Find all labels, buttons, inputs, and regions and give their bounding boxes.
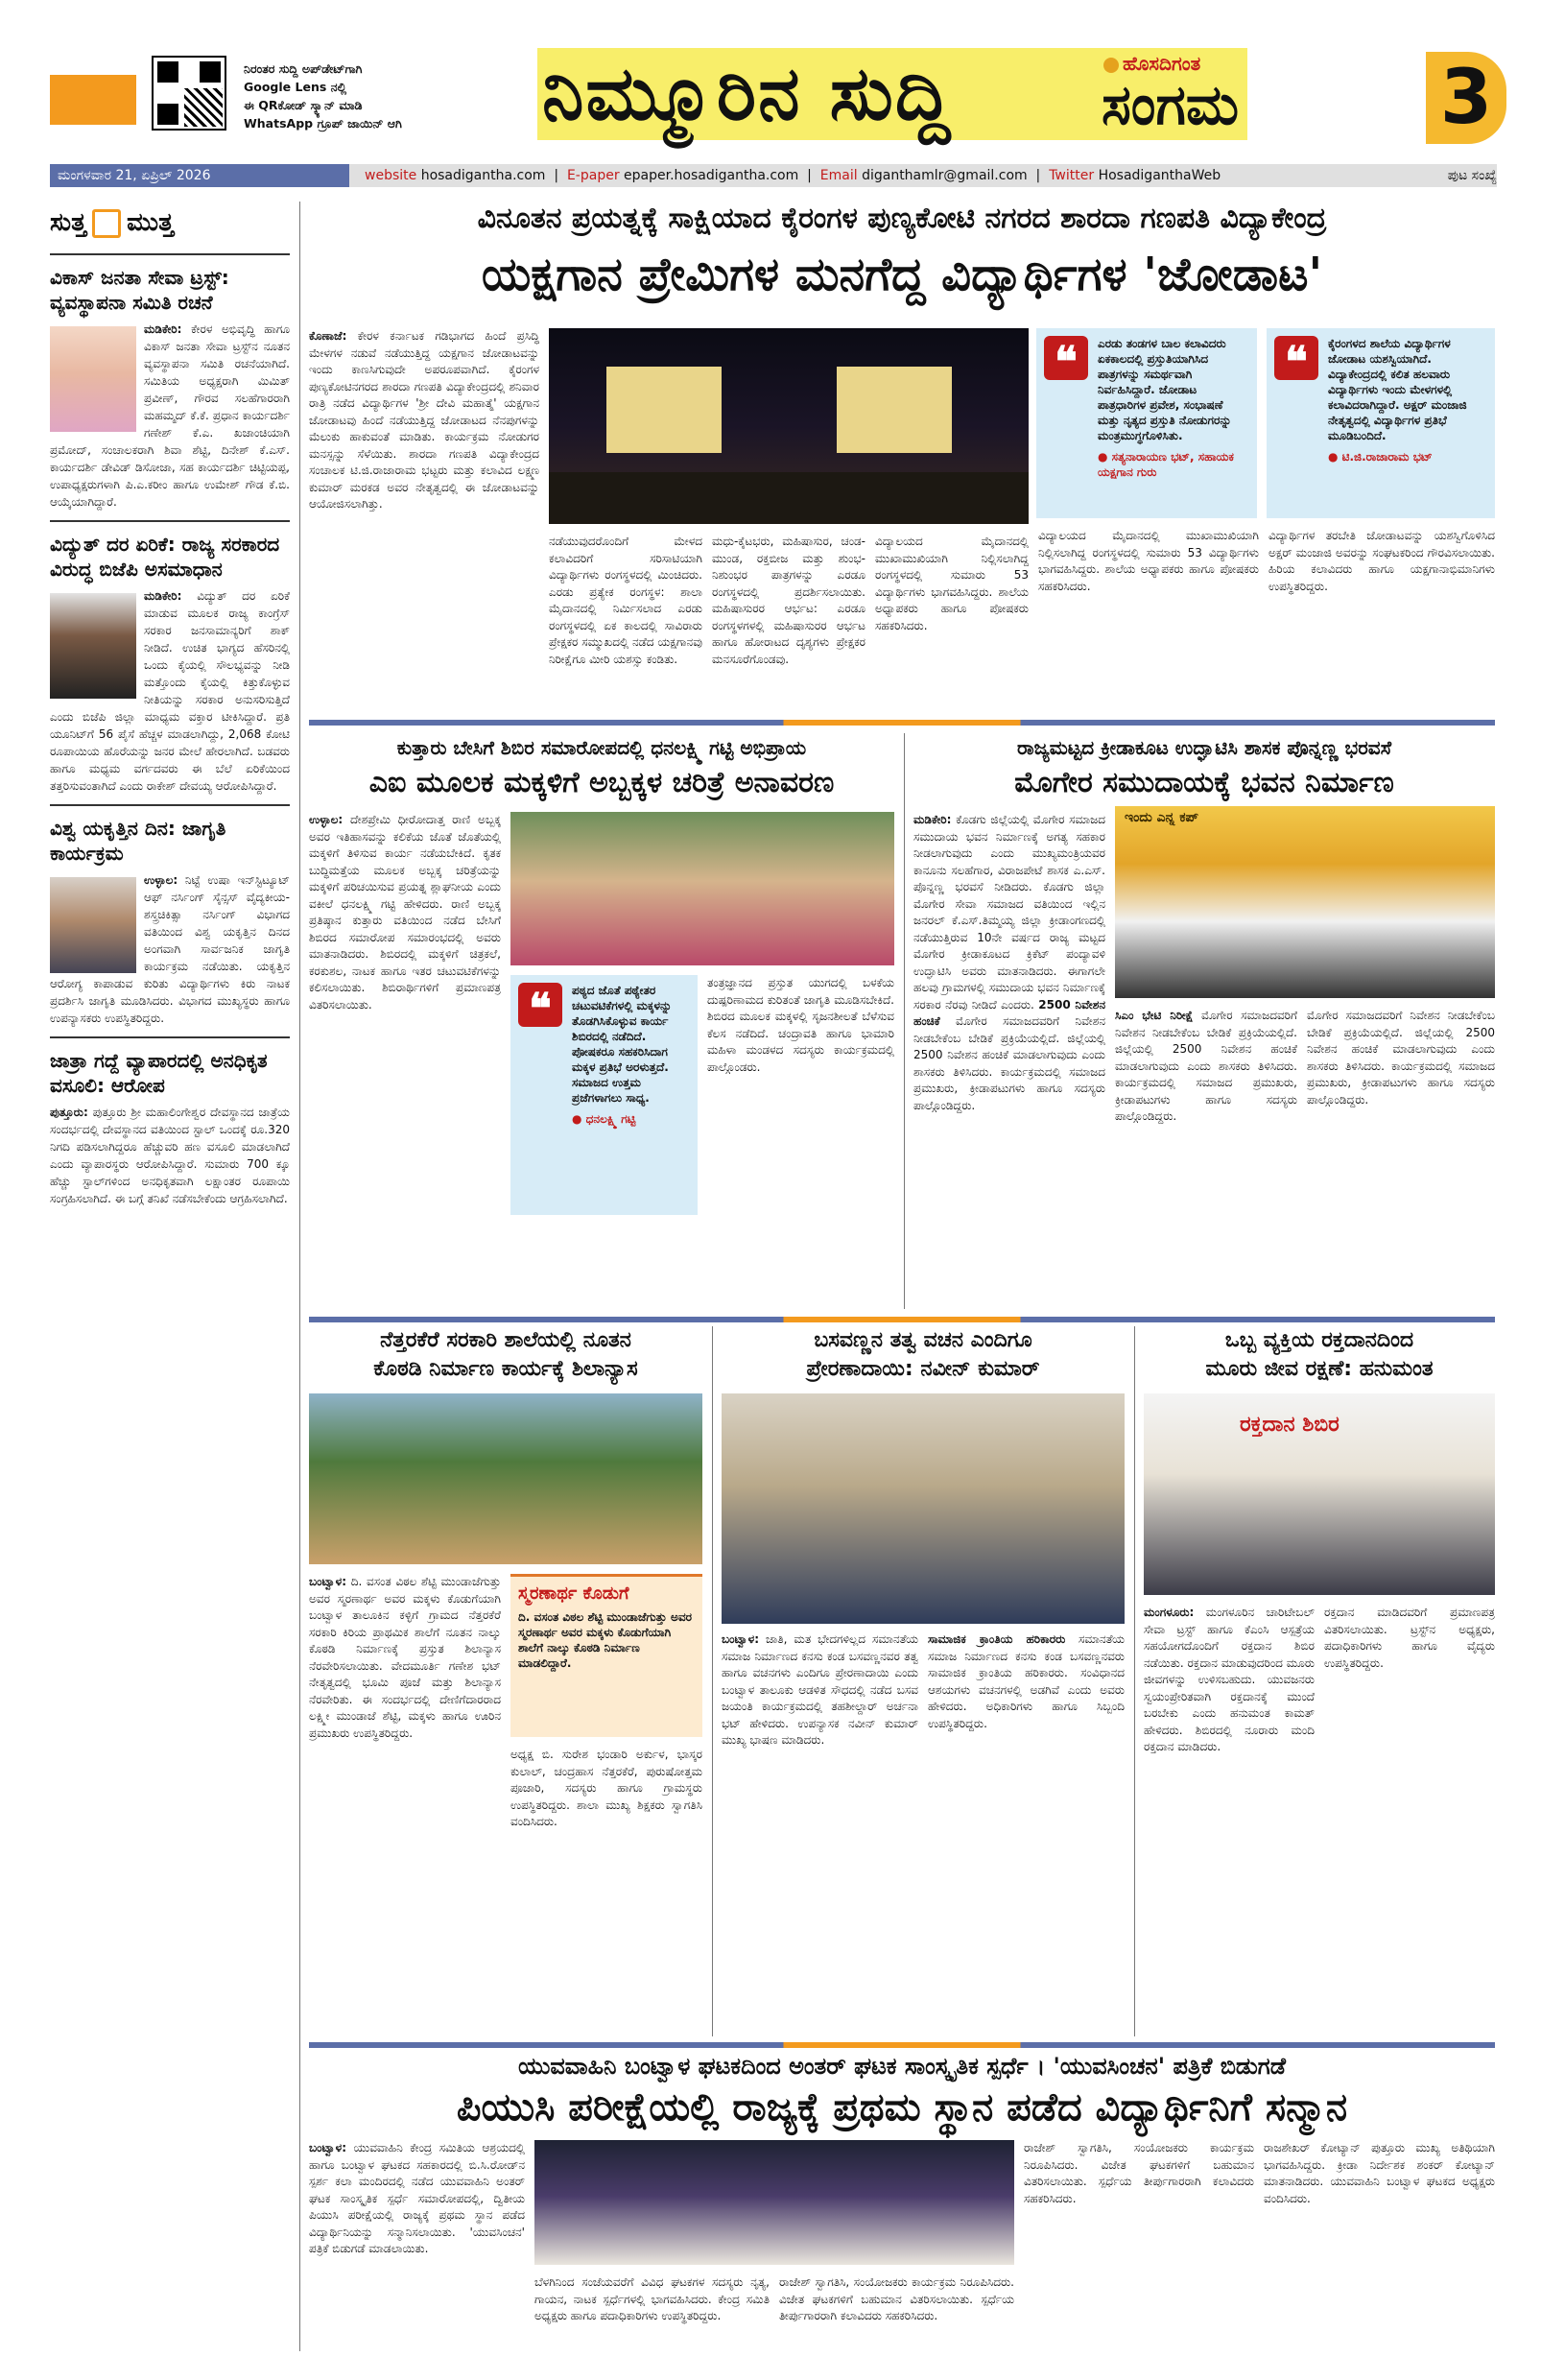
blood-donation-photo [1144, 1393, 1495, 1595]
story7-body: ಬಂಟ್ವಾಳ: ಯುವವಾಹಿನಿ ಕೇಂದ್ರ ಸಮಿತಿಯ ಆಶ್ರಯದಲ್ಲಿ ಹಾಗೂ ಬಂಟ್ವಾಳ ಘಟಕದ ಸಹಕಾರದಲ್ಲಿ ಬಿ.ಸಿ.ರೋಡ್‌ನ ಸ್ಪರ್ಶ ಕಲಾ ಮಂದಿರದಲ್ಲಿ ನಡೆದ ಯುವವಾಹಿನಿ ಅಂತರ್ ಘಟಕ ಸಾಂಸ್ಕೃತಿಕ ಸ್ಪರ್ಧೆ ಸಮಾರೋಪದಲ್ಲಿ, ದ್ವಿತೀಯ ಪಿಯುಸಿ ಪರೀಕ್ಷೆಯಲ್ಲಿ ರಾಜ್ಯಕ್ಕೆ ಪ್ರಥಮ ಸ್ಥಾನ ಪಡೆದ ವಿದ್ಯಾರ್ಥಿನಿಯನ್ನು ಸನ್ಮಾನಿಸಲಾಯಿತು. 'ಯುವಸಿಂಚನ' ಪತ್ರಿಕೆ ಬಿಡುಗಡೆ ಮಾಡಲಾಯಿತು. [309, 2141, 525, 2255]
stage-left [606, 367, 722, 453]
epaper-link[interactable]: epaper.hosadigantha.com [624, 168, 799, 183]
story4-body2: ಅಧ್ಯಕ್ಷ ಬಿ. ಸುರೇಶ ಭಂಡಾರಿ ಅರ್ಕುಳ, ಭಾಸ್ಕರ ಕುಲಾಲ್, ಚಂದ್ರಹಾಸ ನೆತ್ತರಕೆರೆ, ಪುರುಷೋತ್ತಮ ಪೂಜಾರಿ, ಸದಸ್ಯರು ಹಾಗೂ ಗ್ರಾಮಸ್ಥರು ಉಪಸ್ಥಿತರಿದ್ದರು. ಶಾಲಾ ಮುಖ್ಯ ಶಿಕ್ಷಕರು ಸ್ವಾಗತಿಸಿ ವಂದಿಸಿದರು. [510, 1748, 702, 1828]
yakshagana-stage-photo [549, 328, 1029, 524]
quote-icon: ❝ [1044, 336, 1088, 380]
quote-box-2: ❝ ಕೈರಂಗಳದ ಶಾಲೆಯ ವಿದ್ಯಾರ್ಥಿಗಳ ಜೋಡಾಟ ಯಶಸ್ವಿಯಾಗಿದೆ. ವಿದ್ಯಾಕೇಂದ್ರದಲ್ಲಿ ಕಲಿತ ಹಲವಾರು ವಿದ್ಯಾರ್ಥಿಗಳು ಇಂದು ಮೇಳಗಳಲ್ಲಿ ಕಲಾವಿದರಾಗಿದ್ದಾರೆ. ಅಕ್ಷರ್ ಮಂಜಾಜಿ ನೇತೃತ್ವದಲ್ಲಿ ವಿದ್ಯಾರ್ಥಿಗಳ ಪ್ರತಿಭೆ ಮೂಡಿಬಂದಿದೆ. ● ಟಿ.ಜಿ.ರಾಜಾರಾಮ ಭಟ್ [1267, 328, 1495, 518]
main-story-col3: ಮಧು-ಕೈಟಭರು, ಮಹಿಷಾಸುರ, ಚಂಡ-ಮುಂಡ, ರಕ್ತಬೀಜ ಮತ್ತು ಶುಂಭ-ನಿಶುಂಭರ ಪಾತ್ರಗಳನ್ನು ಎರಡೂ ರಂಗಸ್ಥಳದಲ್ಲಿ ಪ್ರದರ್ಶಿಸಲಾಯಿತು. ಮಹಿಷಾಸುರರ ಆರ್ಭಟ: ಎರಡೂ ರಂಗಸ್ಥಳಗಳಲ್ಲಿ ಮಹಿಷಾಸುರರ ಆರ್ಭಟ ಹಾಗೂ ಹೋರಾಟದ ದೃಶ್ಯಗಳು ಪ್ರೇಕ್ಷಕರ ಮನಸೂರೆಗೊಂಡವು. [712, 535, 865, 666]
paper-name: ನಿಮ್ಮೂರಿನ ಸುದ್ದಿ [542, 51, 953, 137]
email-link[interactable]: diganthamlr@gmail.com [862, 168, 1028, 183]
felicitation-photo [534, 2140, 1014, 2265]
story5-body2: ಸಾಮಾಜಿಕ ಕ್ರಾಂತಿಯ ಹರಿಕಾರರು ಸಮಾನತೆಯ ಸಮಾಜ ನಿರ್ಮಾಣದ ಕನಸು ಕಂಡ ಬಸವಣ್ಣನವರು ಸಾಮಾಜಿಕ ಕ್ರಾಂತಿಯ ಹರಿಕಾರರು. ಸಂವಿಧಾನದ ಆಶಯಗಳು ವಚನಗಳಲ್ಲಿ ಅಡಗಿವೆ ಎಂದು ಅವರು ಹೇಳಿದರು. ಅಧಿಕಾರಿಗಳು ಹಾಗೂ ಸಿಬ್ಬಂದಿ ಉಪಸ್ಥಿತರಿದ್ದರು. [928, 1632, 1125, 1730]
section-sutta-mutta: ಸುತ್ತ ಮುತ್ತ [50, 208, 175, 237]
main-story-col2: ನಡೆಯುವುದರೊಂದಿಗೆ ಮೇಳದ ಕಲಾವಿದರಿಗೆ ಸರಿಸಾಟಿಯಾಗಿ ವಿದ್ಯಾರ್ಥಿಗಳು ರಂಗಸ್ಥಳದಲ್ಲಿ ಮಿಂಚಿದರು. ಎರಡು ಪ್ರತ್ಯೇಕ ರಂಗಸ್ಥಳ: ಶಾಲಾ ಮೈದಾನದಲ್ಲಿ ನಿರ್ಮಿಸಲಾದ ಎರಡು ರಂಗಸ್ಥಳದಲ್ಲಿ ಏಕ ಕಾಲದಲ್ಲಿ ಸಾವಿರಾರು ಪ್ರೇಕ್ಷಕರ ಸಮ್ಮುಖದಲ್ಲಿ ನಡೆದ ಯಕ್ಷಗಾನವು ನಿರೀಕ್ಷೆಗೂ ಮೀರಿ ಯಶಸ್ಸು ಕಂಡಿತು. [549, 535, 702, 666]
left-story-4 [50, 1048, 290, 1207]
left-story-title: ವಿಕಾಸ್ ಜನತಾ ಸೇವಾ ಟ್ರಸ್ಟ್: ವ್ಯವಸ್ಥಾಪನಾ ಸಮಿತಿ ರಚನೆ [50, 266, 229, 314]
quote-icon: ❝ [518, 983, 562, 1027]
story7-headline: ಪಿಯುಸಿ ಪರೀಕ್ಷೆಯಲ್ಲಿ ರಾಜ್ಯಕ್ಕೆ ಪ್ರಥಮ ಸ್ಥಾನ ಪಡೆದ ವಿದ್ಯಾರ್ಥಿನಿಗೆ ಸನ್ಮಾನ [456, 2085, 1348, 2130]
brand-logo: ಹೊಸದಿಗಂತ [1103, 52, 1200, 75]
camp-closing-photo [510, 812, 894, 965]
left-story-body: ಪುತ್ತೂರು: ಪುತ್ತೂರು ಶ್ರೀ ಮಹಾಲಿಂಗೇಶ್ವರ ದೇವಸ್ಥಾನದ ಜಾತ್ರೆಯ ಸಂದರ್ಭದಲ್ಲಿ ದೇವಸ್ಥಾನದ ವತಿಯಿಂದ ಸ್ಟಾಲ್ ಒಂದಕ್ಕೆ ರೂ.320 ನಿಗದಿ ಪಡಿಸಲಾಗಿದ್ದರೂ ಹೆಚ್ಚುವರಿ ಹಣ ವಸೂಲಿ ಮಾಡಲಾಗಿದೆ ಎಂದು ವ್ಯಾಪಾರಸ್ಥರು ಆರೋಪಿಸಿದ್ದಾರೆ. ಸುಮಾರು 700 ಕ್ಕೂ ಹೆಚ್ಚು ಸ್ಟಾಲ್‌ಗಳಿಂದ ಅನಧಿಕೃತವಾಗಿ ಲಕ್ಷಾಂತರ ರೂಪಾಯಿ ಸಂಗ್ರಹಿಸಲಾಗಿದೆ. ಈ ಬಗ್ಗೆ ತನಿಖೆ ನಡೆಸಬೇಕೆಂದು ಆಗ್ರಹಿಸಲಾಗಿದೆ. [50, 1106, 290, 1205]
story6-body2: ರಕ್ತದಾನ ಮಾಡಿದವರಿಗೆ ಪ್ರಮಾಣಪತ್ರ ವಿತರಿಸಲಾಯಿತು. ಟ್ರಸ್ಟ್‌ನ ಅಧ್ಯಕ್ಷರು, ಪದಾಧಿಕಾರಿಗಳು ಹಾಗೂ ವೈದ್ಯರು ಉಪಸ್ಥಿತರಿದ್ದರು. [1324, 1606, 1495, 1670]
main-story-col5: ವಿದ್ಯಾರ್ಥಿಗಳ ತರಬೇತಿ ಜೋಡಾಟವನ್ನು ಯಶಸ್ವಿಗೊಳಿಸಿದ ಅಕ್ಷರ್ ಮಂಜಾಜಿ ಅವರನ್ನು ಸಂಘಟಕರಿಂದ ಗೌರವಿಸಲಾಯಿತು. ಹಿರಿಯ ಕಲಾವಿದರು ಹಾಗೂ ಯಕ್ಷಗಾನಾಭಿಮಾನಿಗಳು ಉಪಸ್ಥಿತರಿದ್ದರು. [1268, 529, 1495, 593]
story4-body: ಬಂಟ್ವಾಳ: ದಿ. ವಸಂತ ವಿಠಲ ಶೆಟ್ಟಿ ಮುಂಡಾಜೆಗುತ್ತು ಅವರ ಸ್ಮರಣಾರ್ಥ ಅವರ ಮಕ್ಕಳು ಕೊಡುಗೆಯಾಗಿ ಬಂಟ್ವಾಳ ತಾಲೂಕಿನ ಕಳ್ಳಿಗೆ ಗ್ರಾಮದ ನೆತ್ತರಕೆರೆ ಸರಕಾರಿ ಕಿರಿಯ ಪ್ರಾಥಮಿಕ ಶಾಲೆಗೆ ನೂತನ ನಾಲ್ಕು ಕೊಠಡಿ ನಿರ್ಮಾಣಕ್ಕೆ ಪ್ರಸ್ತುತ ಶಿಲಾನ್ಯಾಸ ನೆರವೇರಿಸಲಾಯಿತು. ವೇದಮೂರ್ತಿ ಗಣೇಶ ಭಟ್ ನೇತೃತ್ವದಲ್ಲಿ ಭೂಮಿ ಪೂಜೆ ಮತ್ತು ಶಿಲಾನ್ಯಾಸ ನೆರವೇರಿತು. ಈ ಸಂದರ್ಭದಲ್ಲಿ ದೇಣಿಗೆದಾರರಾದ ಲಕ್ಷ್ಮೀ ಮುಂಡಾಜೆ ಶೆಟ್ಟಿ, ಮಕ್ಕಳು ಹಾಗೂ ಊರಿನ ಪ್ರಮುಖರು ಉಪಸ್ಥಿತರಿದ್ದರು. [309, 1575, 501, 1740]
left-story-body: ಮಡಿಕೇರಿ: ವಿದ್ಯುತ್ ದರ ಏರಿಕೆ ಮಾಡುವ ಮೂಲಕ ರಾಜ್ಯ ಕಾಂಗ್ರೆಸ್ ಸರಕಾರ ಜನಸಾಮಾನ್ಯರಿಗೆ ಶಾಕ್ ನೀಡಿದೆ. ಉಚಿತ ಭಾಗ್ಯದ ಹೆಸರಿನಲ್ಲಿ ಒಂದು ಕೈಯಲ್ಲಿ ಸೌಲಭ್ಯವನ್ನು ನೀಡಿ ಮತ್ತೊಂದು ಕೈಯಲ್ಲಿ ಕಿತ್ತುಕೊಳ್ಳುವ ನೀತಿಯನ್ನು ಸರಕಾರ ಅನುಸರಿಸುತ್ತಿದೆ ಎಂದು ಬಿಜೆಪಿ ಜಿಲ್ಲಾ ಮಾಧ್ಯಮ ವಕ್ತಾರ ಟೀಕಿಸಿದ್ದಾರೆ. ಪ್ರತಿ ಯೂನಿಟ್‌ಗೆ 56 ಪೈಸೆ ಹೆಚ್ಚಳ ಮಾಡಲಾಗಿದ್ದು, 2,068 ಕೋಟಿ ರೂಪಾಯಿಯ ಹೊರೆಯನ್ನು ಜನರ ಮೇಲೆ ಹೇರಲಾಗಿದೆ. ಬಡವರು ಹಾಗೂ ಮಧ್ಯಮ ವರ್ಗದವರು ಈ ಬೆಲೆ ಏರಿಕೆಯಿಂದ ತತ್ತರಿಸುವಂತಾಗಿದೆ ಎಂದು ರಾಕೇಶ್ ದೇವಯ್ಯ ಆರೋಪಿಸಿದ್ದಾರೆ. [50, 589, 290, 793]
contact-bar: website hosadigantha.com | E-paper epaper.hosadigantha.com | Email diganthamlr@gmail.com | Twitter HosadiganthaWeb [365, 168, 1221, 183]
story7-body3: ರಾಜೇಶ್ ಸ್ವಾಗತಿಸಿ, ಸಂಯೋಜಕರು ಕಾರ್ಯಕ್ರಮ ನಿರೂಪಿಸಿದರು. ವಿಜೇತ ಘಟಕಗಳಿಗೆ ಬಹುಮಾನ ವಿತರಿಸಲಾಯಿತು. ಸ್ಪರ್ಧೆಯ ತೀರ್ಪುಗಾರರಾಗಿ ಕಲಾವಿದರು ಸಹಕರಿಸಿದರು. [1024, 2141, 1254, 2205]
quote-icon: ❝ [1274, 336, 1318, 380]
left-story-title: ವಿದ್ಯುತ್ ದರ ಏರಿಕೆ: ರಾಜ್ಯ ಸರಕಾರದ ವಿರುದ್ಧ ಬಿಜೆಪಿ ಅಸಮಾಧಾನ [50, 533, 280, 581]
story7-body2: ಬೆಳಗಿನಿಂದ ಸಂಜೆಯವರೆಗೆ ವಿವಿಧ ಘಟಕಗಳ ಸದಸ್ಯರು ನೃತ್ಯ, ಗಾಯನ, ನಾಟಕ ಸ್ಪರ್ಧೆಗಳಲ್ಲಿ ಭಾಗವಹಿಸಿದರು. ಕೇಂದ್ರ ಸಮಿತಿ ಅಧ್ಯಕ್ಷರು ಹಾಗೂ ಪದಾಧಿಕಾರಿಗಳು ಉಪಸ್ಥಿತರಿದ್ದರು. [534, 2275, 770, 2322]
story3-body2: ಸಿಎಂ ಭೇಟಿ ನಿರೀಕ್ಷೆ ಮೊಗೇರ ಸಮಾಜದವರಿಗೆ ನಿವೇಶನ ನೀಡಬೇಕೆಂಬ ಬೇಡಿಕೆ ಪ್ರಕ್ರಿಯೆಯಲ್ಲಿದೆ. ಜಿಲ್ಲೆಯಲ್ಲಿ 2500 ನಿವೇಶನ ಹಂಚಿಕೆ ಮಾಡಲಾಗುವುದು ಎಂದು ಶಾಸಕರು ತಿಳಿಸಿದರು. ಕಾರ್ಯಕ್ರಮದಲ್ಲಿ ಸಮಾಜದ ಪ್ರಮುಖರು, ಕ್ರೀಡಾಪಟುಗಳು ಹಾಗೂ ಸದಸ್ಯರು ಪಾಲ್ಗೊಂಡಿದ್ದರು. [1115, 1009, 1297, 1123]
story3-headline: ಮೊಗೇರ ಸಮುದಾಯಕ್ಕೆ ಭವನ ನಿರ್ಮಾಣ [1014, 766, 1394, 799]
story6-headline-line2: ಮೂರು ಜೀವ ರಕ್ಷಣೆ: ಹನುಮಂತ [1205, 1357, 1434, 1381]
divider [50, 253, 290, 255]
story5-headline-line2: ಪ್ರೇರಣಾದಾಯಿ: ನವೀನ್ ಕುಮಾರ್ [806, 1357, 1040, 1381]
story5-body: ಬಂಟ್ವಾಳ: ಜಾತಿ, ಮತ ಭೇದಗಳಿಲ್ಲದ ಸಮಾನತೆಯ ಸಮಾಜ ನಿರ್ಮಾಣದ ಕನಸು ಕಂಡ ಬಸವಣ್ಣನವರ ತತ್ವ ಹಾಗೂ ವಚನಗಳು ಎಂದಿಗೂ ಪ್ರೇರಣಾದಾಯಿ ಎಂದು ಬಂಟ್ವಾಳ ತಾಲೂಕು ಆಡಳಿತ ಸೌಧದಲ್ಲಿ ನಡೆದ ಬಸವ ಜಯಂತಿ ಕಾರ್ಯಕ್ರಮದಲ್ಲಿ ತಹಶೀಲ್ದಾರ್ ಅರ್ಚನಾ ಭಟ್ ಹೇಳಿದರು. ಉಪನ್ಯಾಸಕ ನವೀನ್ ಕುಮಾರ್ ಮುಖ್ಯ ಭಾಷಣ ಮಾಡಿದರು. [722, 1632, 918, 1747]
quote-box-1: ❝ ಎರಡು ತಂಡಗಳ ಬಾಲ ಕಲಾವಿದರು ಏಕಕಾಲದಲ್ಲಿ ಪ್ರಸ್ತುತಿಯಾಗಿಸಿದ ಪಾತ್ರಗಳನ್ನು ಸಮರ್ಥವಾಗಿ ನಿರ್ವಹಿಸಿದ್ದಾರೆ. ಜೋಡಾಟ ಪಾತ್ರಧಾರಿಗಳ ಪ್ರವೇಶ, ಸಂಭಾಷಣೆ ಮತ್ತು ನೃತ್ಯದ ಪ್ರಸ್ತುತಿ ನೋಡುಗರನ್ನು ಮಂತ್ರಮುಗ್ಧಗೊಳಿಸಿತು. ● ಸತ್ಯನಾರಾಯಣ ಭಟ್, ಸಹಾಯಕ ಯಕ್ಷಗಾನ ಗುರು [1036, 328, 1257, 518]
issue-date: ಮಂಗಳವಾರ 21, ಏಪ್ರಿಲ್ 2026 [50, 164, 349, 187]
person-photo [50, 593, 136, 699]
left-story-2 [50, 532, 290, 795]
column-rule [712, 1326, 713, 2036]
story7-body2b: ರಾಜೇಶ್ ಸ್ವಾಗತಿಸಿ, ಸಂಯೋಜಕರು ಕಾರ್ಯಕ್ರಮ ನಿರೂಪಿಸಿದರು. ವಿಜೇತ ಘಟಕಗಳಿಗೆ ಬಹುಮಾನ ವಿತರಿಸಲಾಯಿತು. ಸ್ಪರ್ಧೆಯ ತೀರ್ಪುಗಾರರಾಗಿ ಕಲಾವಿದರು ಸಹಕರಿಸಿದರು. [779, 2275, 1014, 2322]
divider [50, 804, 290, 806]
story4-headline-line1: ನೆತ್ತರಕೆರೆ ಸರಕಾರಿ ಶಾಲೆಯಲ್ಲಿ ನೂತನ [380, 1328, 631, 1352]
whatsapp-promo: ನಿರಂತರ ಸುದ್ದಿ ಅಪ್‌ಡೇಟ್‌ಗಾಗಿ Google Lens ನಲ್ಲಿ ಈ QRಕೋಡ್ ಸ್ಕ್ಯಾನ್ ಮಾಡಿ WhatsApp ಗ್ರೂಪ್ ಜಾಯಿನ್ ಆಗಿ [244, 61, 402, 131]
story4-headline-line2: ಕೊಠಡಿ ನಿರ್ಮಾಣ ಕಾರ್ಯಕ್ಕೆ ಶಿಲಾನ್ಯಾಸ [373, 1357, 638, 1381]
story6-body: ಮಂಗಳೂರು: ಮಂಗಳೂರಿನ ಚಾರಿಟೇಬಲ್ ಸೇವಾ ಟ್ರಸ್ಟ್ ಹಾಗೂ ಕೆಎಂಸಿ ಆಸ್ಪತ್ರೆಯ ಸಹಯೋಗದೊಂದಿಗೆ ರಕ್ತದಾನ ಶಿಬಿರ ನಡೆಯಿತು. ರಕ್ತದಾನ ಮಾಡುವುದರಿಂದ ಮೂರು ಜೀವಗಳನ್ನು ಉಳಿಸಬಹುದು. ಯುವಜನರು ಸ್ವಯಂಪ್ರೇರಿತವಾಗಿ ರಕ್ತದಾನಕ್ಕೆ ಮುಂದೆ ಬರಬೇಕು ಎಂದು ಹನುಮಂತ ಕಾಮತ್ ಹೇಳಿದರು. ಶಿಬಿರದಲ್ಲಿ ನೂರಾರು ಮಂದಿ ರಕ್ತದಾನ ಮಾಡಿದರು. [1144, 1606, 1315, 1753]
left-story-body: ಉಳ್ಳಾಲ: ನಿಟ್ಟೆ ಉಷಾ ಇನ್‌ಸ್ಟಿಟ್ಯೂಟ್ ಆಫ್ ನರ್ಸಿಂಗ್ ಸೈನ್ಸಸ್ ವೈದ್ಯಕೀಯ-ಶಸ್ತ್ರಚಿಕಿತ್ಸಾ ನರ್ಸಿಂಗ್ ವಿಭಾಗದ ವತಿಯಿಂದ ವಿಶ್ವ ಯಕೃತ್ತಿನ ದಿನದ ಅಂಗವಾಗಿ ಸಾರ್ವಜನಿಕ ಜಾಗೃತಿ ಕಾರ್ಯಕ್ರಮ ನಡೆಯಿತು. ಯಕೃತ್ತಿನ ಆರೋಗ್ಯ ಕಾಪಾಡುವ ಕುರಿತು ವಿದ್ಯಾರ್ಥಿಗಳು ಕಿರು ನಾಟಕ ಪ್ರದರ್ಶಿಸಿ ಜಾಗೃತಿ ಮೂಡಿಸಿದರು. ವಿಭಾಗದ ಮುಖ್ಯಸ್ಥರು ಹಾಗೂ ಉಪನ್ಯಾಸಕರು ಉಪಸ್ಥಿತರಿದ್ದರು. [50, 873, 290, 1025]
basava-jayanti-photo [722, 1393, 1125, 1624]
column-rule [1134, 1326, 1135, 2036]
story7-kicker: ಯುವವಾಹಿನಿ ಬಂಟ್ವಾಳ ಘಟಕದಿಂದ ಅಂತರ್ ಘಟಕ ಸಾಂಸ್ಕೃತಿಕ ಸ್ಪರ್ಧೆ । 'ಯುವಸಿಂಚನ' ಪತ್ರಿಕೆ ಬಿಡುಗಡೆ [518, 2053, 1286, 2080]
qr-code-icon[interactable] [152, 56, 226, 131]
story3-body: ಮಡಿಕೇರಿ: ಕೊಡಗು ಜಿಲ್ಲೆಯಲ್ಲಿ ಮೊಗೇರ ಸಮಾಜದ ಸಮುದಾಯ ಭವನ ನಿರ್ಮಾಣಕ್ಕೆ ಅಗತ್ಯ ಸಹಕಾರ ನೀಡಲಾಗುವುದು ಎಂದು ಮುಖ್ಯಮಂತ್ರಿಯವರ ಕಾನೂನು ಸಲಹೆಗಾರ, ವಿರಾಜಪೇಟೆ ಶಾಸಕ ಎ.ಎಸ್. ಪೊನ್ನಣ್ಣ ಭರವಸೆ ನೀಡಿದರು. ಕೊಡಗು ಜಿಲ್ಲಾ ಮೊಗೇರ ಸೇವಾ ಸಮಾಜದ ವತಿಯಿಂದ ಇಲ್ಲಿನ ಜನರಲ್ ಕೆ.ಎಸ್.ತಿಮ್ಮಯ್ಯ ಜಿಲ್ಲಾ ಕ್ರೀಡಾಂಗಣದಲ್ಲಿ ನಡೆಯುತ್ತಿರುವ 10ನೇ ವರ್ಷದ ರಾಜ್ಯ ಮಟ್ಟದ ಮೊಗೇರ ಕ್ರೀಡಾಕೂಟದ ಕ್ರಿಕೆಟ್ ಪಂದ್ಯಾವಳಿ ಉದ್ಘಾಟಿಸಿ ಅವರು ಮಾತನಾಡಿದರು. ಈಗಾಗಲೇ ಹಲವು ಗ್ರಾಮಗಳಲ್ಲಿ ಸಮುದಾಯ ಭವನ ನಿರ್ಮಾಣಕ್ಕೆ ಸರಕಾರ ನೆರವು ನೀಡಿದೆ ಎಂದರು. 2500 ನಿವೇಶನ ಹಂಚಿಕೆ ಮೊಗೇರ ಸಮಾಜದವರಿಗೆ ನಿವೇಶನ ನೀಡಬೇಕೆಂಬ ಬೇಡಿಕೆ ಪ್ರಕ್ರಿಯೆಯಲ್ಲಿದೆ. ಜಿಲ್ಲೆಯಲ್ಲಿ 2500 ನಿವೇಶನ ಹಂಚಿಕೆ ಮಾಡಲಾಗುವುದು ಎಂದು ಶಾಸಕರು ತಿಳಿಸಿದರು. ಕಾರ್ಯಕ್ರಮದಲ್ಲಿ ಸಮಾಜದ ಪ್ರಮುಖರು, ಕ್ರೀಡಾಪಟುಗಳು ಹಾಗೂ ಸದಸ್ಯರು ಪಾಲ್ಗೊಂಡಿದ್ದರು. [913, 813, 1105, 1112]
left-story-title: ಜಾತ್ರಾ ಗದ್ದೆ ವ್ಯಾಪಾರದಲ್ಲಿ ಅನಧಿಕೃತ ವಸೂಲಿ: ಆರೋಪ [50, 1049, 268, 1097]
page-number: 3 [1426, 52, 1506, 144]
stage-right [837, 367, 952, 453]
main-story-col1: ಕೊಣಾಜೆ: ಕೇರಳ ಕರ್ನಾಟಕ ಗಡಿಭಾಗದ ಹಿಂದೆ ಪ್ರಸಿದ್ಧಿ ಮೇಳಗಳ ನಡುವೆ ನಡೆಯುತ್ತಿದ್ದ ಯಕ್ಷಗಾನ ಜೋಡಾಟವನ್ನು ಇಂದು ಕಾಣಸಿಗುವುದೇ ಅಪರೂಪವಾಗಿದೆ. ಕೈರಂಗಳ ಪುಣ್ಯಕೋಟಿನಗರದ ಶಾರದಾ ಗಣಪತಿ ವಿದ್ಯಾಕೇಂದ್ರದಲ್ಲಿ ಶನಿವಾರ ರಾತ್ರಿ ನಡೆದ ವಿದ್ಯಾರ್ಥಿಗಳ 'ಶ್ರೀ ದೇವಿ ಮಹಾತ್ಮೆ' ಯಕ್ಷಗಾನ ಜೋಡಾಟವು ಹಿಂದೆ ನಡೆಯುತ್ತಿದ್ದ ಜೋಡಾಟದ ನೆನಪುಗಳನ್ನು ಮೆಲುಕು ಹಾಕುವಂತೆ ಮಾಡಿತು. ಕಾರ್ಯಕ್ರಮ ನೋಡುಗರ ಮನಸ್ಸನ್ನು ಸೆಳೆಯಿತು. ಶಾರದಾ ಗಣಪತಿ ವಿದ್ಯಾಕೇಂದ್ರದ ಸಂಚಾಲಕ ಟಿ.ಜಿ.ರಾಜಾರಾಮ ಭಟ್ಟರು ಮತ್ತು ಕಲಾವಿದ ಲಕ್ಷ್ಮಣ ಕುಮಾರ್ ಮರಕಡ ಅವರ ನೇತೃತ್ವದಲ್ಲಿ ಈ ಜೋಡಾಟವನ್ನು ಆಯೋಜಿಸಲಾಗಿತ್ತು. [309, 329, 539, 511]
main-headline: ಯಕ್ಷಗಾನ ಪ್ರೇಮಿಗಳ ಮನಗೆದ್ದ ವಿದ್ಯಾರ್ಥಿಗಳ 'ಜೋಡಾಟ' [481, 248, 1323, 301]
masthead-orange-block [50, 75, 136, 125]
audience [549, 472, 1029, 524]
foundation-ceremony-photo [309, 1393, 702, 1564]
section-divider [309, 720, 1495, 726]
pages-label: ಪುಟ ಸಂಖ್ಯೆ [1447, 168, 1497, 183]
person-photo [50, 326, 136, 432]
story3-body3: ಮೊಗೇರ ಸಮಾಜದವರಿಗೆ ನಿವೇಶನ ನೀಡಬೇಕೆಂಬ ಬೇಡಿಕೆ ಪ್ರಕ್ರಿಯೆಯಲ್ಲಿದೆ. ಜಿಲ್ಲೆಯಲ್ಲಿ 2500 ನಿವೇಶನ ಹಂಚಿಕೆ ಮಾಡಲಾಗುವುದು ಎಂದು ಶಾಸಕರು ತಿಳಿಸಿದರು. ಕಾರ್ಯಕ್ರಮದಲ್ಲಿ ಸಮಾಜದ ಪ್ರಮುಖರು, ಕ್ರೀಡಾಪಟುಗಳು ಹಾಗೂ ಸದಸ್ಯರು ಪಾಲ್ಗೊಂಡಿದ್ದರು. [1307, 1009, 1495, 1107]
story7-body4: ರಾಜಶೇಖರ್ ಕೋಟ್ಯಾನ್ ಪುತ್ತೂರು ಮುಖ್ಯ ಅತಿಥಿಯಾಗಿ ಭಾಗವಹಿಸಿದ್ದರು. ಕ್ರೀಡಾ ನಿರ್ದೇಶಕ ಶಂಕರ್ ಕೋಟ್ಯಾನ್ ಮಾತನಾಡಿದರು. ಯುವವಾಹಿನಿ ಬಂಟ್ವಾಳ ಘಟಕದ ಅಧ್ಯಕ್ಷರು ವಂದಿಸಿದರು. [1264, 2141, 1495, 2205]
twitter-link[interactable]: HosadiganthaWeb [1098, 168, 1221, 183]
story3-kicker: ರಾಜ್ಯಮಟ್ಟದ ಕ್ರೀಡಾಕೂಟ ಉದ್ಘಾಟಿಸಿ ಶಾಸಕ ಪೊನ್ನಣ್ಣ ಭರವಸೆ [1016, 736, 1392, 759]
banner-text: ರಕ್ತದಾನ ಶಿಬಿರ [1240, 1413, 1339, 1437]
book-icon [92, 209, 121, 238]
sports-meet-photo [1115, 806, 1495, 998]
left-story-title: ವಿಶ್ವ ಯಕೃತ್ತಿನ ದಿನ: ಜಾಗೃತಿ ಕಾರ್ಯಕ್ರಮ [50, 817, 226, 865]
left-story-1 [50, 265, 290, 511]
section-divider [309, 1317, 1495, 1322]
divider [50, 1036, 290, 1038]
story5-headline-line1: ಬಸವಣ್ಣನ ತತ್ವ ವಚನ ಎಂದಿಗೂ [814, 1328, 1032, 1352]
section-title: ಸಂಗಮ [1102, 72, 1240, 137]
photo-banner-text: ಇಂದು ಎನ್ನ ಕಪ್ [1125, 810, 1199, 825]
section-divider [309, 2042, 1495, 2048]
column-rule [904, 733, 905, 1309]
left-story-body: ಮಡಿಕೇರಿ: ಕೇರಳ ಅಭಿವೃದ್ಧಿ ಹಾಗೂ ವಿಕಾಸ್ ಜನತಾ ಸೇವಾ ಟ್ರಸ್ಟ್‌ನ ನೂತನ ವ್ಯವಸ್ಥಾಪನಾ ಸಮಿತಿ ರಚನೆಯಾಗಿದೆ. ಸಮಿತಿಯ ಅಧ್ಯಕ್ಷರಾಗಿ ಮಿಮಿತ್ ಪ್ರವೀಣ್, ಗೌರವ ಸಲಹೆಗಾರರಾಗಿ ಮಹಮ್ಮದ್ ಕೆ.ಕೆ. ಪ್ರಧಾನ ಕಾರ್ಯದರ್ಶಿ ಗಣೇಶ್ ಕೆ.ಎ. ಖಜಾಂಚಿಯಾಗಿ ಪ್ರಮೋದ್, ಸಂಚಾಲಕರಾಗಿ ಶಿವಾ ಶೆಟ್ಟಿ, ದಿನೇಶ್ ಕೆ.ಎಸ್. ಕಾರ್ಯದರ್ಶಿ ಡೇವಿಡ್ ಡಿಸೋಜಾ, ಸಹ ಕಾರ್ಯದರ್ಶಿ ಚಿಟ್ಟಿಯಪ್ಪ, ಉಪಾಧ್ಯಕ್ಷರುಗಳಾಗಿ ಪಿ.ಎ.ಕರೀಂ ಹಾಗೂ ಉಮೇಶ್ ಗೌಡ ಕೆ.ಬಿ. ಆಯ್ಕೆಯಾಗಿದ್ದಾರೆ. [50, 322, 290, 509]
main-story-col4: ವಿದ್ಯಾಲಯದ ಮೈದಾನದಲ್ಲಿ ಮುಖಾಮುಖಿಯಾಗಿ ನಿಲ್ಲಿಸಲಾಗಿದ್ದ ರಂಗಸ್ಥಳದಲ್ಲಿ ಸುಮಾರು 53 ವಿದ್ಯಾರ್ಥಿಗಳು ಭಾಗವಹಿಸಿದ್ದರು. ಶಾಲೆಯ ಅಧ್ಯಾಪಕರು ಹಾಗೂ ಪೋಷಕರು ಸಹಕರಿಸಿದರು. [1038, 529, 1259, 593]
left-column [50, 202, 290, 2351]
memorial-donation-box: ಸ್ಮರಣಾರ್ಥ ಕೊಡುಗೆ ದಿ. ವಸಂತ ವಿಠಲ ಶೆಟ್ಟಿ ಮುಂಡಾಜೆಗುತ್ತು ಅವರ ಸ್ಮರಣಾರ್ಥ ಅವರ ಮಕ್ಕಳು ಕೊಡುಗೆಯಾಗಿ ಶಾಲೆಗೆ ನಾಲ್ಕು ಕೊಠಡಿ ನಿರ್ಮಾಣ ಮಾಡಲಿದ್ದಾರೆ. [510, 1574, 702, 1737]
story6-headline-line1: ಒಬ್ಬ ವ್ಯಕ್ತಿಯ ರಕ್ತದಾನದಿಂದ [1224, 1328, 1414, 1352]
story2-headline: ಎಐ ಮೂಲಕ ಮಕ್ಕಳಿಗೆ ಅಬ್ಬಕ್ಕಳ ಚರಿತ್ರೆ ಅನಾವರಣ [368, 766, 835, 799]
main-kicker: ವಿನೂತನ ಪ್ರಯತ್ನಕ್ಕೆ ಸಾಕ್ಷಿಯಾದ ಕೈರಂಗಳ ಪುಣ್ಯಕೋಟಿ ನಗರದ ಶಾರದಾ ಗಣಪತಿ ವಿದ್ಯಾಕೇಂದ್ರ [477, 202, 1327, 235]
story2-body2: ತಂತ್ರಜ್ಞಾನದ ಪ್ರಸ್ತುತ ಯುಗದಲ್ಲಿ ಬಳಕೆಯ ದುಷ್ಪರಿಣಾಮದ ಕುರಿತಂತೆ ಜಾಗೃತಿ ಮೂಡಿಸಬೇಕಿದೆ. ಶಿಬಿರದ ಮೂಲಕ ಮಕ್ಕಳಲ್ಲಿ ಸೃಜನಶೀಲತೆ ಬೆಳೆಸುವ ಕೆಲಸ ನಡೆದಿದೆ. ಚಂದ್ರಾವತಿ ಹಾಗೂ ಭಾಮಾರಿ ಮಹಿಳಾ ಮಂಡಳದ ಸದಸ್ಯರು ಕಾರ್ಯಕ್ರಮದಲ್ಲಿ ಪಾಲ್ಗೊಂಡರು. [707, 976, 894, 1074]
website-link[interactable]: hosadigantha.com [420, 168, 546, 183]
person-photo [50, 877, 136, 973]
story2-body: ಉಳ್ಳಾಲ: ದೇಶಪ್ರೇಮಿ ಧೀರೋದಾತ್ತ ರಾಣಿ ಅಬ್ಬಕ್ಕ ಅವರ ಇತಿಹಾಸವನ್ನು ಕಲಿಕೆಯ ಜೊತೆ ಜೊತೆಯಲ್ಲಿ ಮಕ್ಕಳಿಗೆ ತಿಳಿಸುವ ಕಾರ್ಯ ನಡೆಯಬೇಕಿದೆ. ಕೃತಕ ಬುದ್ಧಿಮತ್ತೆಯ ಮೂಲಕ ಅಬ್ಬಕ್ಕ ಚರಿತ್ರೆಯನ್ನು ಮಕ್ಕಳಿಗೆ ಪರಿಚಯಿಸುವ ಪ್ರಯತ್ನ ಶ್ಲಾಘನೀಯ ಎಂದು ವಕೀಲೆ ಧನಲಕ್ಷ್ಮಿ ಗಟ್ಟಿ ಹೇಳಿದರು. ರಾಣಿ ಅಬ್ಬಕ್ಕ ಪ್ರತಿಷ್ಠಾನ ಕುತ್ತಾರು ವತಿಯಿಂದ ನಡೆದ ಬೇಸಿಗೆ ಶಿಬಿರದ ಸಮಾರೋಪ ಸಮಾರಂಭದಲ್ಲಿ ಅವರು ಮಾತನಾಡಿದರು. ಶಿಬಿರದಲ್ಲಿ ಮಕ್ಕಳಿಗೆ ಚಿತ್ರಕಲೆ, ಕರಕುಶಲ, ನಾಟಕ ಹಾಗೂ ಇತರ ಚಟುವಟಿಕೆಗಳನ್ನು ಕಲಿಸಲಾಯಿತು. ಶಿಬಿರಾರ್ಥಿಗಳಿಗೆ ಪ್ರಮಾಣಪತ್ರ ವಿತರಿಸಲಾಯಿತು. [309, 813, 501, 1012]
main-story-col4-a: ವಿದ್ಯಾಲಯದ ಮೈದಾನದಲ್ಲಿ ಮುಖಾಮುಖಿಯಾಗಿ ನಿಲ್ಲಿಸಲಾಗಿದ್ದ ರಂಗಸ್ಥಳದಲ್ಲಿ ಸುಮಾರು 53 ವಿದ್ಯಾರ್ಥಿಗಳು ಭಾಗವಹಿಸಿದ್ದರು. ಶಾಲೆಯ ಅಧ್ಯಾಪಕರು ಹಾಗೂ ಪೋಷಕರು ಸಹಕರಿಸಿದರು. [875, 535, 1029, 632]
divider [50, 520, 290, 522]
column-rule [299, 202, 300, 2351]
story2-kicker: ಕುತ್ತಾರು ಬೇಸಿಗೆ ಶಿಬಿರ ಸಮಾರೋಪದಲ್ಲಿ ಧನಲಕ್ಷ್ಮಿ ಗಟ್ಟಿ ಅಭಿಪ್ರಾಯ [396, 736, 807, 759]
left-story-3 [50, 816, 290, 1027]
quote-box-3: ❝ ಪಠ್ಯದ ಜೊತೆ ಪಠ್ಯೇತರ ಚಟುವಟಿಕೆಗಳಲ್ಲಿ ಮಕ್ಕಳನ್ನು ತೊಡಗಿಸಿಕೊಳ್ಳುವ ಕಾರ್ಯ ಶಿಬಿರದಲ್ಲಿ ನಡೆದಿದೆ. ಪೋಷಕರೂ ಸಹಕರಿಸಿದಾಗ ಮಕ್ಕಳ ಪ್ರತಿಭೆ ಅರಳುತ್ತದೆ. ಸಮಾಜದ ಉತ್ತಮ ಪ್ರಜೆಗಳಾಗಲು ಸಾಧ್ಯ. ● ಧನಲಕ್ಷ್ಮಿ ಗಟ್ಟಿ [510, 975, 698, 1215]
